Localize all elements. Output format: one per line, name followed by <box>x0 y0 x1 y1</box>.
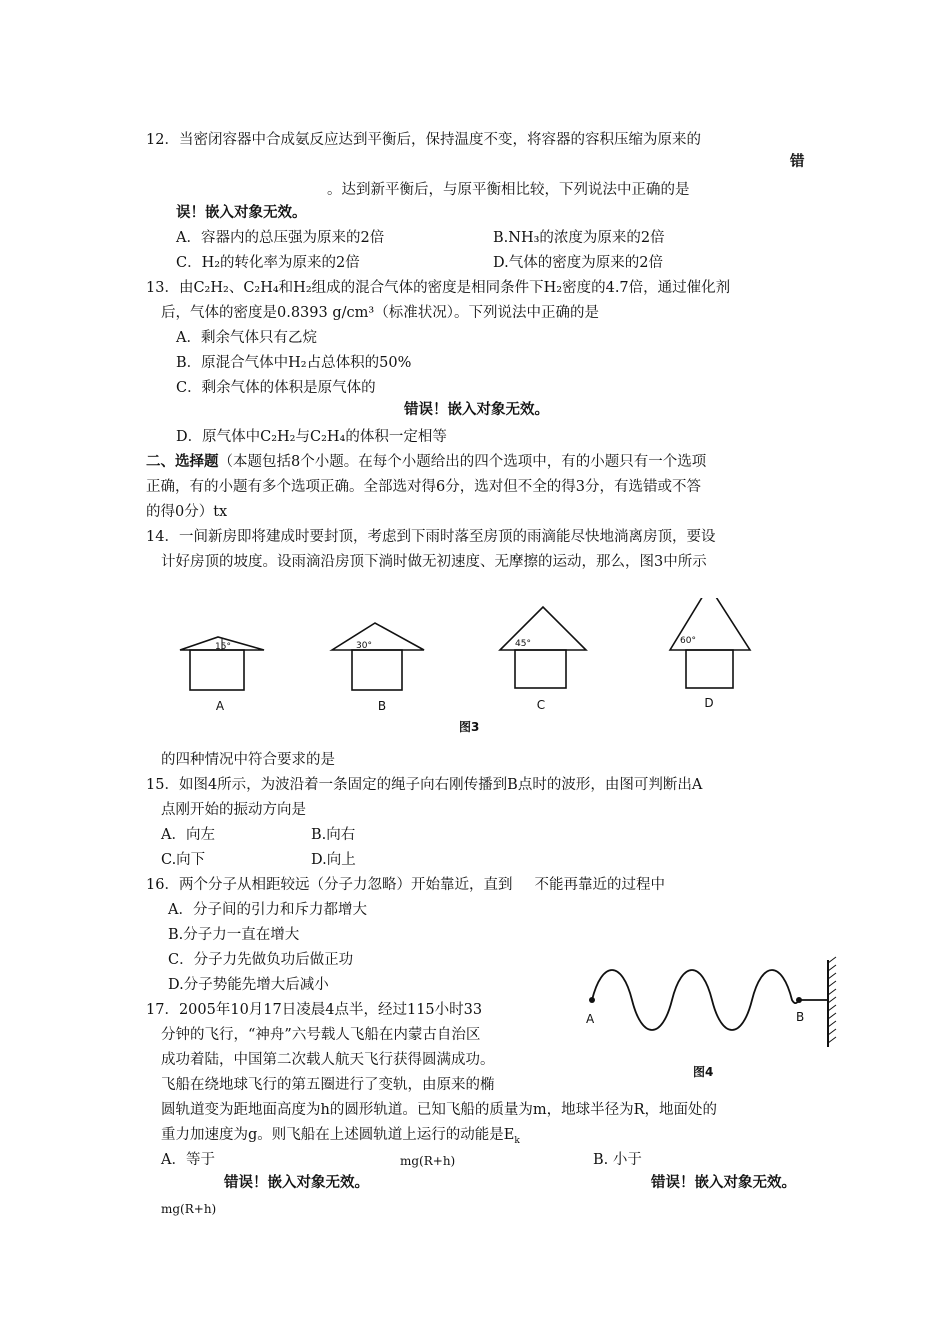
q12-stem-line1: 12．当密闭容器中合成氨反应达到平衡后，保持温度不变，将容器的容积压缩为原来的 <box>146 132 701 148</box>
q16-stem-line1 <box>146 875 665 895</box>
q16-option-a: A．分子间的引力和斥力都增大 <box>168 902 367 918</box>
point-b-label: B <box>796 1010 805 1024</box>
q13-stem-line1: 13．由C₂H₂、C₂H₄和H₂组成的混合气体的密度是相同条件下H₂密度的4.7倍，通过催化剂 <box>146 280 731 296</box>
q17-option-b: B. 小于 <box>593 1152 642 1168</box>
q16-stem-part1: 16．两个分子从相距较远（分子力忽略）开始靠近，直到 <box>146 877 513 893</box>
q12-option-a: A．容器内的总压强为原来的2倍 <box>176 230 385 246</box>
house-d-label: D <box>704 696 714 710</box>
q15-stem-line2: 点刚开始的振动方向是 <box>161 802 306 818</box>
q13-option-a: A．剩余气体只有乙烷 <box>176 330 317 346</box>
q12-option-b: B.NH₃的浓度为原来的2倍 <box>493 230 665 246</box>
q15-option-d: D.向上 <box>311 852 356 868</box>
q14-stem-line3: 的四种情况中符合要求的是 <box>161 752 335 768</box>
section2-title: 二、选择题 <box>146 453 219 470</box>
wall-hatching <box>828 957 836 1043</box>
q17-embed-error-b: 错误！嵌入对象无效。 <box>651 1174 796 1191</box>
section2-header <box>146 452 706 472</box>
q15-option-a: A．向左 <box>161 827 215 843</box>
house-b-angle: 30° <box>356 641 372 651</box>
q14-stem-line2: 计好房顶的坡度。设雨滴沿房顶下淌时做无初速度、无摩擦的运动，那么，图3中所示 <box>161 554 707 570</box>
point-b-dot <box>796 997 802 1003</box>
q16-stem-part2: 不能再靠近的过程中 <box>534 877 665 893</box>
house-c-angle: 45° <box>515 639 531 649</box>
point-a-label: A <box>586 1012 595 1026</box>
q17-stem-line4: 飞船在绕地球飞行的第五圈进行了变轨，由原来的椭 <box>161 1077 495 1093</box>
point-a-dot <box>589 997 595 1003</box>
q12-option-c: C．H₂的转化率为原来的2倍 <box>176 255 360 271</box>
house-c-label: C <box>536 698 546 712</box>
q12-option-d: D.气体的密度为原来的2倍 <box>493 255 663 271</box>
q13-option-c: C．剩余气体的体积是原气体的 <box>176 380 376 396</box>
house-b-label: B <box>377 699 387 713</box>
q13-stem-line2: 后，气体的密度是0.8393 g/cm³（标准状况）。下列说法中正确的是 <box>161 305 599 321</box>
q12-stem-line2: 。达到新平衡后，与原平衡相比较，下列说法中正确的是 <box>327 182 690 198</box>
section2-line3: 的得0分）tx <box>146 504 228 520</box>
house-a-angle: 15° <box>215 642 231 652</box>
section2-line1: （本题包括8个小题。在每个小题给出的四个选项中，有的小题只有一个选项 <box>218 454 707 470</box>
house-b <box>332 623 424 690</box>
figure-4-caption: 图4 <box>693 1065 714 1079</box>
q17-ek-subscript: k <box>514 1135 520 1146</box>
house-a-label: A <box>215 699 225 713</box>
q15-option-c: C.向下 <box>161 852 206 868</box>
figure-3-roof-slopes <box>170 598 780 743</box>
q16-option-d: D.分子势能先增大后减小 <box>168 977 329 993</box>
figure-3-caption: 图3 <box>459 720 480 734</box>
q16-option-c: C．分子力先做负功后做正功 <box>168 952 354 968</box>
house-c <box>500 607 586 688</box>
q17-stem-line2: 分钟的飞行，“神舟”六号载人飞船在内蒙古自治区 <box>161 1027 481 1043</box>
q12-embed-error-start: 错 <box>790 153 805 170</box>
figure-4-rope-wave <box>578 955 842 1085</box>
q15-stem-line1: 15．如图4所示，为波沿着一条固定的绳子向右刚传播到B点时的波形，由图可判断出A <box>146 777 703 793</box>
section2-line2: 正确，有的小题有多个选项正确。全部选对得6分，选对但不全的得3分，有选错或不答 <box>146 479 701 495</box>
q17-option-a: A．等于 <box>161 1152 215 1168</box>
q14-stem-line1: 14．一间新房即将建成时要封顶，考虑到下雨时落至房顶的雨滴能尽快地淌离房顶，要设 <box>146 529 716 545</box>
house-d-angle: 60° <box>680 636 696 646</box>
q17-stem-line1: 17．2005年10月17日凌晨4点半，经过115小时33 <box>146 1002 483 1018</box>
wave-curve <box>592 970 828 1030</box>
q13-option-d: D．原气体中C₂H₂与C₂H₄的体积一定相等 <box>176 429 447 445</box>
q15-option-b: B.向右 <box>311 827 356 843</box>
q17-formula-1: mg(R+h) <box>400 1154 456 1168</box>
q17-stem-line3: 成功着陆，中国第二次载人航天飞行获得圆满成功。 <box>161 1052 495 1068</box>
q17-stem-line5: 圆轨道变为距地面高度为h的圆形轨道。已知飞船的质量为m，地球半径为R，地面处的 <box>161 1102 718 1118</box>
q16-option-b: B.分子力一直在增大 <box>168 927 300 943</box>
q17-formula-2: mg(R+h) <box>161 1202 217 1216</box>
q17-stem-line6 <box>161 1125 520 1151</box>
q17-stem-line6-text: 重力加速度为g。则飞船在上述圆轨道上运行的动能是E <box>161 1127 515 1143</box>
q17-embed-error-a: 错误！嵌入对象无效。 <box>224 1174 369 1191</box>
q13-embed-error: 错误！嵌入对象无效。 <box>404 401 549 418</box>
q13-option-b: B．原混合气体中H₂占总体积的50% <box>176 355 412 371</box>
q12-embed-error-cont: 误！嵌入对象无效。 <box>176 204 307 221</box>
